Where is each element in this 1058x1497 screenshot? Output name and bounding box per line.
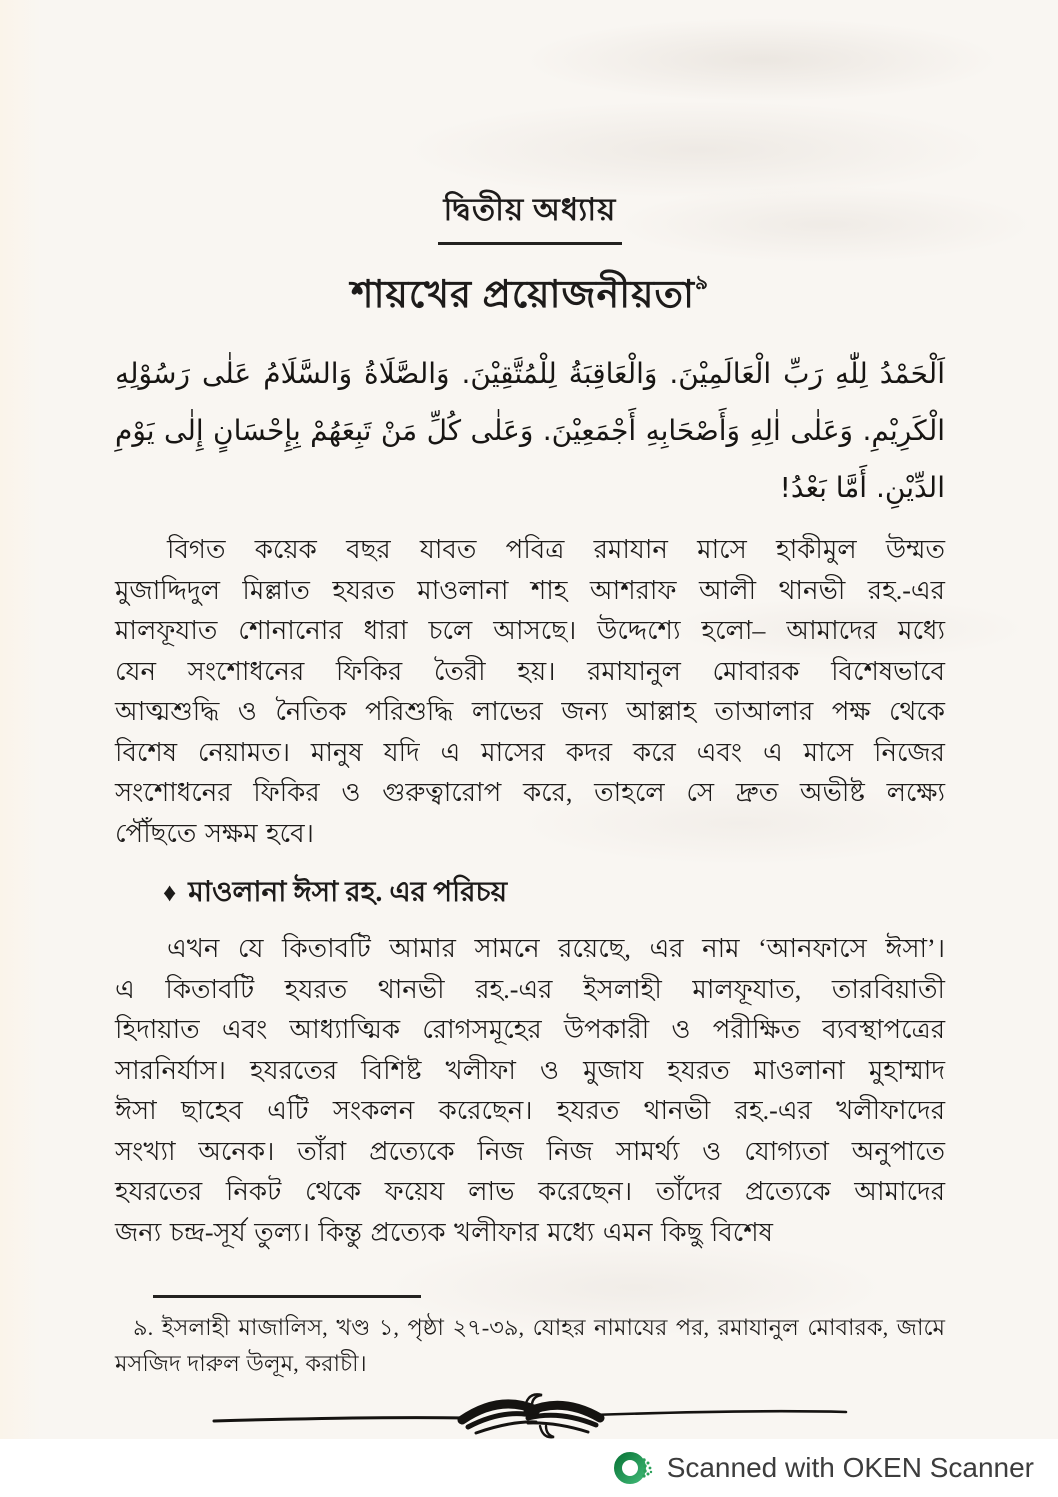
paragraph-1-line: আত্মশুদ্ধি ও নৈতিক পরিশুদ্ধি লাভের জন্য আল্লাহ তাআলার পক্ষ থেকে <box>115 697 945 726</box>
paragraph-1-line: মালফূযাত শোনানোর ধারা চলে আসছে। উদ্দেশ্যে হলো– আমাদের মধ্যে <box>115 616 945 645</box>
divider-flourish-icon <box>210 1388 850 1442</box>
footnote-reference: ৯ <box>695 272 709 294</box>
paragraph-1-line: বিগত কয়েক বছর যাবত পবিত্র রমাযান মাসে হাকীমুল উম্মত <box>167 535 945 564</box>
paragraph-2 <box>115 929 945 1253</box>
section-heading-text: মাওলানা ঈসা রহ. এর পরিচয় <box>188 877 508 908</box>
paragraph-2-line: হিদায়াত এবং আধ্যাত্মিক রোগসমূহের উপকারী ও পরীক্ষিত ব্যবস্থাপত্রের <box>115 1015 945 1044</box>
paragraph-2-line: এ কিতাবটি হযরত থানভী রহ.-এর ইসলাহী মালফূযাত, তারবিয়াতী <box>115 974 945 1004</box>
arabic-line: الْكَرِيْمِ. وَعَلٰى اٰلِهِ وَأَصْحَابِهِ أَجْمَعِيْنَ. وَعَلٰى كُلِّ مَنْ تَبِعَهُمْ بِإِحْسَانٍ إِلٰى يَوْمِ <box>115 414 945 447</box>
footnote <box>115 1310 945 1382</box>
scanner-watermark-bar <box>0 1439 1058 1497</box>
paragraph-2-line: সারনির্যাস। হযরতের বিশিষ্ট খলীফা ও মুজায হযরত মাওলানা মুহাম্মাদ <box>115 1055 945 1085</box>
chapter-heading <box>115 186 945 245</box>
section-heading <box>115 870 945 917</box>
paragraph-2-line: হযরতের নিকট থেকে ফয়েয লাভ করেছেন। তাঁদের প্রত্যেকে আমাদের <box>115 1177 945 1206</box>
footnote-separator <box>153 1295 421 1298</box>
diamond-bullet-icon: ♦ <box>163 878 177 907</box>
paragraph-1 <box>115 530 945 854</box>
paragraph-1-line: বিশেষ নেয়ামত। মানুষ যদি এ মাসের কদর করে এবং এ মাসে নিজের <box>115 737 945 767</box>
paragraph-2-line: সংখ্যা অনেক। তাঁরা প্রত্যেকে নিজ নিজ সামর্থ্য ও যোগ্যতা অনুপাতে <box>115 1136 945 1166</box>
paragraph-1-line: সংশোধনের ফিকির ও গুরুত্বারোপ করে, তাহলে সে দ্রুত অভীষ্ট লক্ষ্যে <box>115 778 945 807</box>
footnote-line: ৯. ইসলাহী মাজালিস, খণ্ড ১, পৃষ্ঠা ২৭-৩৯, যোহর নামাযের পর, রমাযানুল মোবারক, জামে <box>133 1315 945 1340</box>
paragraph-2-line: জন্য চন্দ্র-সূর্য তুল্য। কিন্তু প্রত্যেক খলীফার মধ্যে এমন কিছু বিশেষ <box>115 1217 773 1247</box>
footnote-area <box>115 1295 945 1382</box>
footnote-line: মসজিদ দারুল উলূম, করাচী। <box>115 1351 367 1376</box>
paragraph-1-line: মুজাদ্দিদুল মিল্লাত হযরত মাওলানা শাহ আশরাফ আলী থানভী রহ.-এর <box>115 575 945 605</box>
paragraph-1-line: যেন সংশোধনের ফিকির তৈরী হয়। রমাযানুল মোবারক বিশেষভাবে <box>115 656 945 686</box>
arabic-line: اَلْحَمْدُ لِلّٰهِ رَبِّ الْعَالَمِيْنَ. وَالْعَاقِبَةُ لِلْمُتَّقِيْنَ. وَالصَّلَاةُ وَالسَّلَامُ عَلٰى رَسُوْلِهِ <box>115 357 945 390</box>
paragraph-2-line: ঈসা ছাহেব এটি সংকলন করেছেন। হযরত থানভী রহ.-এর খলীফাদের <box>115 1096 945 1125</box>
arabic-line: الدِّيْنِ. أَمَّا بَعْدُ! <box>779 471 945 504</box>
page-title-text: শায়খের প্রয়োজনীয়তা <box>350 274 696 316</box>
paragraph-2-line: এখন যে কিতাবটি আমার সামনে রয়েছে, এর নাম ‘আনফাসে ঈসা’। <box>167 934 945 963</box>
chapter-heading-text: দ্বিতীয় অধ্যায় <box>438 186 623 245</box>
paragraph-1-line: পৌঁছতে সক্ষম হবে। <box>115 818 314 848</box>
arabic-invocation <box>115 345 945 516</box>
scanner-watermark-label: Scanned with OKEN Scanner <box>666 1452 1034 1483</box>
oken-logo-icon <box>614 1448 654 1488</box>
page-title <box>115 265 945 329</box>
